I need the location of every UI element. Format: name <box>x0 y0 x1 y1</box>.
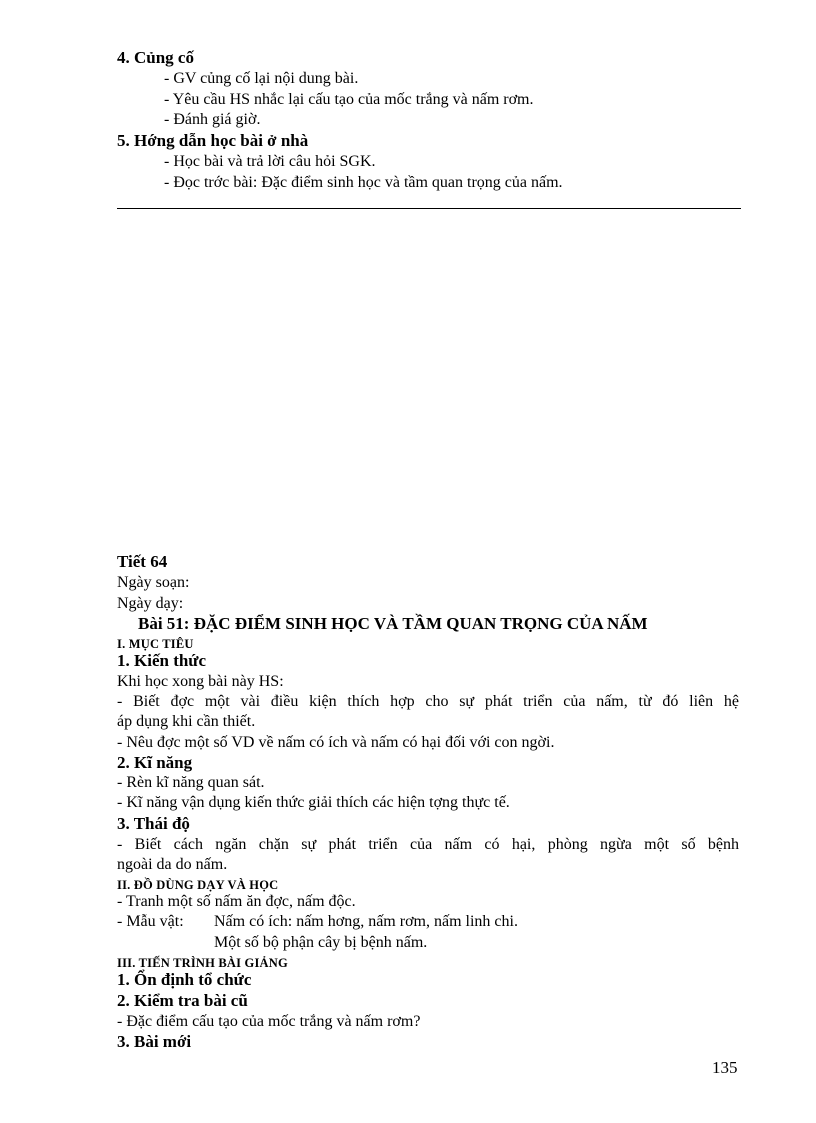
knowledge-item: - Nêu đợc một số VD về nấm có ích và nấm có hại đối với con ngời. <box>117 734 555 751</box>
section-procedure-heading: III. TIẾN TRÌNH BÀI GIẢNG <box>117 956 288 970</box>
section-objectives-heading: I. MỤC TIÊU <box>117 637 194 651</box>
list-item: - Đọc trớc bài: Đặc điểm sinh học và tầm quan trọng của nấm. <box>164 174 563 191</box>
section-materials-heading: II. ĐỒ DÙNG DẠY VÀ HỌC <box>117 878 279 892</box>
step-heading: 3. Bài mới <box>117 1032 192 1051</box>
knowledge-item: - Biết đợc một vài điều kiện thích hợp cho sự phát triển của nấm, từ đó liên hệ <box>117 693 739 710</box>
list-item: - Yêu cầu HS nhắc lại cấu tạo của mốc trắng và nấm rơm. <box>164 91 534 108</box>
skill-item: - Kĩ năng vận dụng kiến thức giải thích các hiện tợng thực tế. <box>117 794 510 811</box>
material-item: - Tranh một số nấm ăn đợc, nấm độc. <box>117 893 356 910</box>
attitude-heading: 3. Thái độ <box>117 814 190 833</box>
material-item-value: Nấm có ích: nấm hơng, nấm rơm, nấm linh chi. <box>214 913 518 930</box>
lesson-title <box>138 614 648 634</box>
list-item: - Đánh giá giờ. <box>164 111 261 128</box>
attitude-item-continued: ngoài da do nấm. <box>117 856 228 873</box>
lesson-period: Tiết 64 <box>117 552 168 571</box>
material-item: - Mẫu vật: <box>117 913 184 930</box>
list-item: - Học bài và trả lời câu hỏi SGK. <box>164 153 376 170</box>
heading-homework: 5. Hớng dẫn học bài ở nhà <box>117 131 309 150</box>
intro-text: Khi học xong bài này HS: <box>117 673 284 690</box>
step-heading: 1. Ổn định tổ chức <box>117 970 252 989</box>
section-divider <box>117 208 741 209</box>
material-item-value: Một số bộ phận cây bị bệnh nấm. <box>214 934 428 951</box>
skills-heading: 2. Kĩ năng <box>117 753 193 772</box>
heading-consolidation: 4. Củng cố <box>117 48 194 67</box>
step-heading: 2. Kiểm tra bài cũ <box>117 991 248 1010</box>
attitude-item: - Biết cách ngăn chặn sự phát triển của nấm có hại, phòng ngừa một số bệnh <box>117 836 739 853</box>
lesson-title-prefix: Bài 51: <box>138 614 190 633</box>
prep-date-label: Ngày soạn: <box>117 574 190 591</box>
lesson-title-text: ĐẶC ĐIỂM SINH HỌC VÀ TẦM QUAN TRỌNG CỦA NẤM <box>193 614 648 633</box>
list-item: - GV củng cố lại nội dung bài. <box>164 70 359 87</box>
review-question: - Đặc điểm cấu tạo của mốc trắng và nấm rơm? <box>117 1013 421 1030</box>
teach-date-label: Ngày dạy: <box>117 595 184 612</box>
knowledge-heading: 1. Kiến thức <box>117 651 207 670</box>
knowledge-item-continued: áp dụng khi cần thiết. <box>117 713 256 730</box>
skill-item: - Rèn kĩ năng quan sát. <box>117 774 265 791</box>
page-number: 135 <box>712 1058 738 1077</box>
